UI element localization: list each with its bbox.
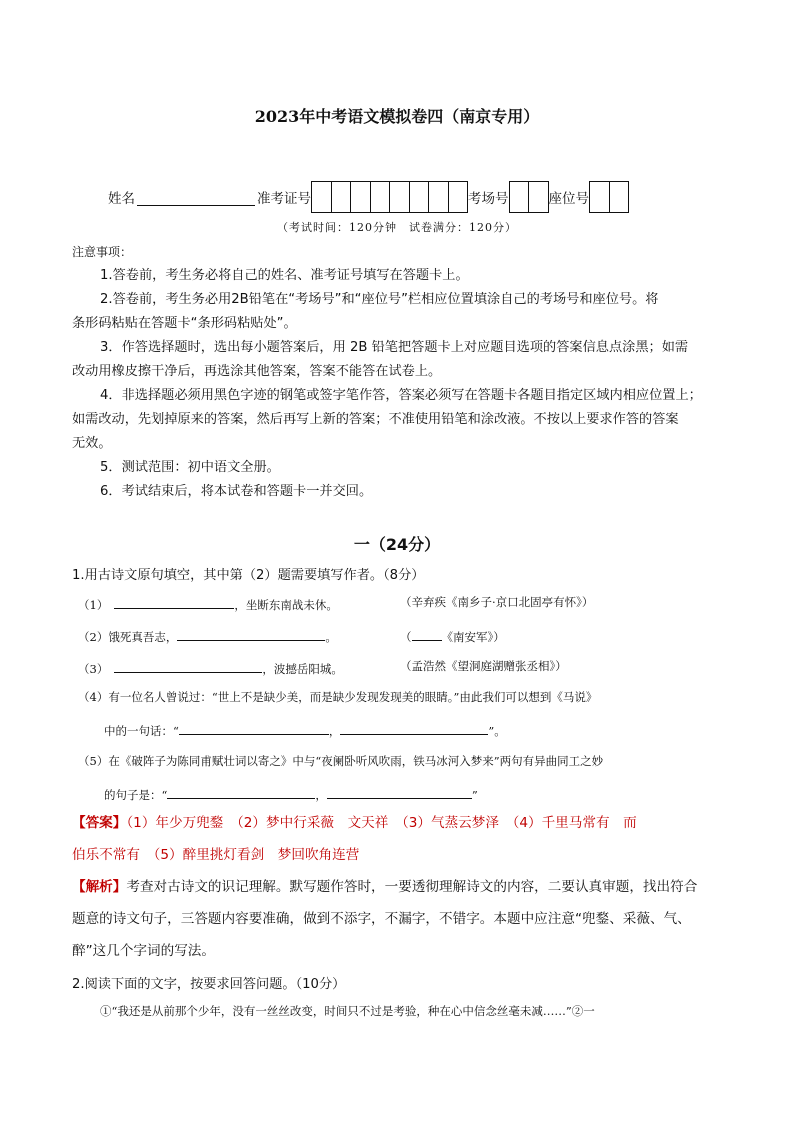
q1-item-5-blank-b[interactable] (327, 784, 472, 799)
question-2-stem: 2.阅读下面的文字，按要求回答问题。（10分） (72, 977, 346, 992)
notice-item: 6．考试结束后，将本试卷和答题卡一并交回。 (100, 484, 373, 499)
ticket-number-boxes[interactable] (311, 181, 468, 213)
q1-item-2 (78, 626, 337, 645)
notice-item: 改动用橡皮擦干净后，再选涂其他答案，答案不能答在试卷上。 (72, 364, 442, 379)
q1-item-1-text: ，坐断东南战未休。 (234, 598, 338, 612)
q1-item-1 (78, 594, 338, 613)
notice-item: 条形码粘贴在答题卡“条形码粘贴处”。 (72, 316, 297, 331)
room-number-boxes[interactable] (509, 181, 549, 213)
room-label: 考场号 (468, 191, 509, 207)
q1-item-2-end: 。 (325, 630, 337, 644)
q1-item-5-line-1: （5）在《破阵子为陈同甫赋壮词以寄之》中与“夜阑卧听风吹雨，铁马冰河入梦来”两句有异曲同工之妙 (78, 754, 604, 768)
seat-number-boxes[interactable] (589, 181, 629, 213)
question-2-passage: ①“我还是从前那个少年，没有一丝丝改变，时间只不过是考验，种在心中信念丝毫未减……”②一 (100, 1004, 595, 1018)
q1-item-2-source-open: （ (400, 630, 412, 644)
q1-item-5-end: ” (471, 788, 478, 802)
notice-item: 5．测试范围：初中语文全册。 (100, 460, 280, 475)
notice-item: 1.答卷前，考生务必将自己的姓名、准考证号填写在答题卡上。 (100, 268, 469, 283)
notice-item: 2.答卷前，考生务必用2B铅笔在“考场号”和“座位号”栏相应位置填涂自己的考场号和座位号。将 (100, 292, 659, 307)
q1-item-2-blank[interactable] (177, 626, 325, 641)
q1-item-4-line-1: （4）有一位名人曾说过：“世上不是缺少美，而是缺少发现发现美的眼睛。”由此我们可以想到《马说》 (78, 690, 598, 704)
analysis-line-1 (72, 875, 697, 899)
q1-item-2-source-close: 《南安军》） (441, 630, 505, 644)
q1-item-4-lead: 中的一句话：“ (104, 724, 179, 738)
q1-item-4-blank-b[interactable] (340, 720, 488, 735)
notice-item: 3．作答选择题时，选出每小题答案后，用 2B 铅笔把答题卡上对应题目选项的答案信息点涂黑；如需 (100, 340, 689, 355)
answer-text: （1）年少万兜鍪 （2）梦中行采薇 文天祥 （3）气蒸云梦泽 （4）千里马常有 而 (126, 815, 637, 831)
q1-item-3-text: ，波撼岳阳城。 (262, 662, 343, 676)
q1-item-3-source: （孟浩然《望洞庭湖赠张丞相》） (400, 659, 567, 673)
question-1-stem: 1.用古诗文原句填空，其中第（2）题需要填写作者。（8分） (72, 568, 425, 583)
q1-item-2-source (400, 626, 505, 645)
q1-item-1-source: （辛弃疾《南乡子·京口北固亭有怀》） (400, 595, 594, 609)
q1-item-5-line-2 (104, 784, 478, 803)
q1-item-5-lead: 的句子是：“ (104, 788, 168, 802)
page-title: 2023年中考语文模拟卷四（南京专用） (254, 107, 540, 126)
answer-line-1 (72, 811, 637, 835)
ticket-label: 准考证号 (257, 191, 311, 207)
q1-item-3-blank[interactable] (114, 658, 262, 673)
q1-item-2-prefix: （2）饿死真吾志， (78, 630, 178, 644)
notice-item: 4．非选择题必须用黑色字迹的钢笔或签字笔作答，答案必须写在答题卡各题目指定区域内相应位置上； (100, 388, 702, 403)
notice-heading: 注意事项： (72, 245, 133, 259)
q1-item-4-end: ”。 (488, 724, 506, 738)
answer-line-2: 伯乐不常有 （5）醉里挑灯看剑 梦回吹角连营 (72, 847, 360, 863)
name-field[interactable] (137, 189, 255, 206)
analysis-label: 【解析】 (72, 879, 127, 895)
name-label: 姓名 (108, 191, 135, 207)
candidate-info-row (108, 181, 629, 213)
q1-item-5-comma: ， (315, 788, 327, 802)
q1-item-1-num: （1） (78, 598, 109, 612)
section-heading: 一（24分） (353, 535, 441, 554)
q1-item-5-blank-a[interactable] (167, 784, 315, 799)
q1-item-4-comma: ， (328, 724, 341, 738)
analysis-line-3: 醉”这几个字词的写法。 (72, 943, 215, 959)
q1-item-4-line-2 (104, 720, 506, 739)
q1-item-3-num: （3） (78, 662, 109, 676)
q1-item-1-blank[interactable] (114, 594, 234, 609)
notice-item: 如需改动，先划掉原来的答案，然后再写上新的答案；不准使用铅笔和涂改液。不按以上要求作答的答案 (72, 412, 679, 427)
q1-item-2-author-blank[interactable] (412, 626, 442, 641)
q1-item-4-blank-a[interactable] (179, 720, 329, 735)
answer-label: 【答案】 (72, 815, 127, 831)
exam-time-note: （考试时间：120分钟 试卷满分：120分） (277, 221, 517, 234)
seat-label: 座位号 (548, 191, 589, 207)
analysis-text: 考查对古诗文的识记理解。默写题作答时，一要透彻理解诗文的内容，二要认真审题，找出符合 (126, 879, 698, 895)
analysis-line-2: 题意的诗文句子，三答题内容要准确，做到不添字，不漏字，不错字。本题中应注意“兜鍪、采薇、气、 (72, 911, 691, 927)
q1-item-3 (78, 658, 343, 677)
notice-item: 无效。 (72, 436, 112, 451)
